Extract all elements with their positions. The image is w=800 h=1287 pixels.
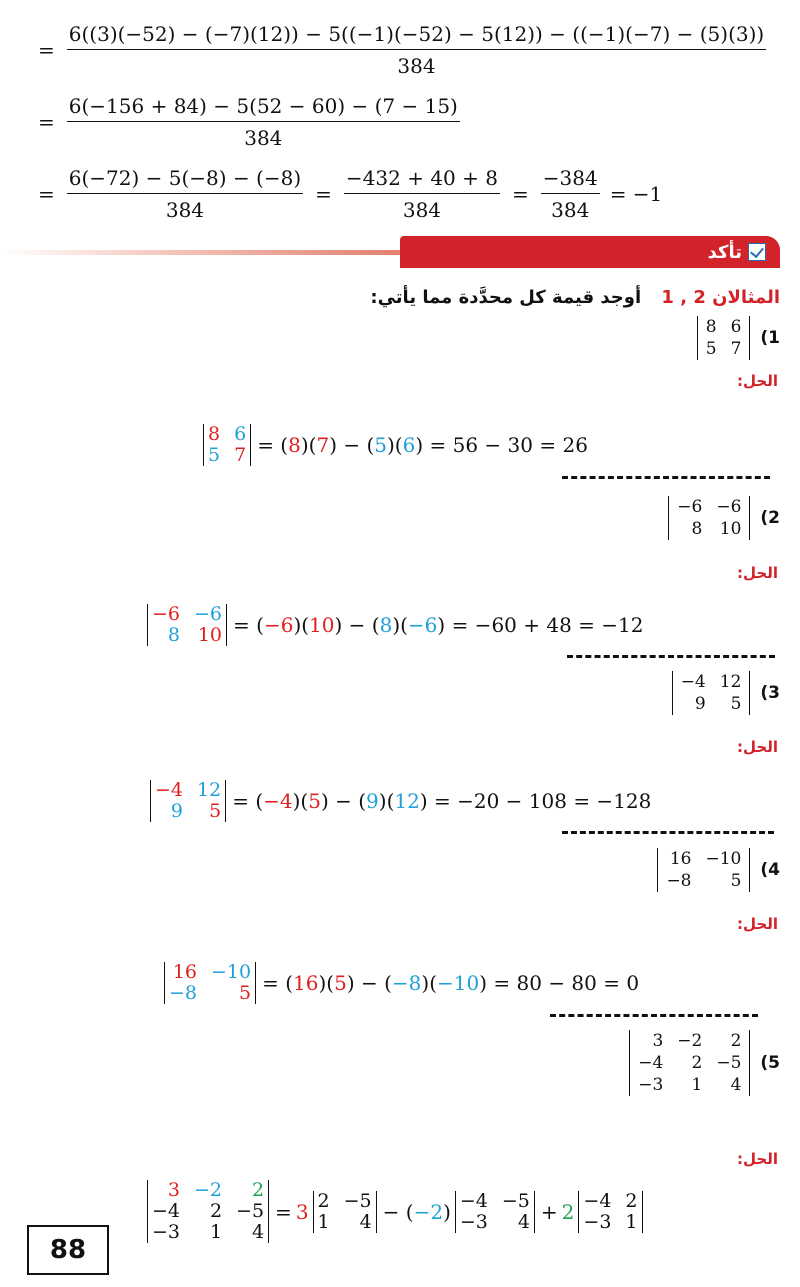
matrix-cell: 8 <box>691 519 703 539</box>
fraction <box>67 94 460 150</box>
equals-sign: = <box>511 182 529 206</box>
solution-label: الحل: <box>737 738 778 756</box>
expr-text: ) = 80 − 80 = 0 <box>479 971 640 995</box>
fraction <box>344 166 500 222</box>
cofactor-coefficient: 2 <box>561 1199 575 1224</box>
problem-matrix <box>657 848 750 892</box>
expr-text: ) = −60 + 48 = −12 <box>437 613 644 637</box>
matrix-cell: −4 <box>459 1189 488 1212</box>
expr-text: )( <box>318 971 335 995</box>
solution-label: الحل: <box>737 1150 778 1168</box>
matrix-cell: −4 <box>680 672 706 692</box>
numerator: 6(−156 + 84) − 5(52 − 60) − (7 − 15) <box>67 94 460 122</box>
matrix-cell: −8 <box>666 871 692 891</box>
banner-title: تأكد <box>707 241 742 263</box>
matrix-cell: 8 <box>167 624 181 646</box>
expr-text: = ( <box>233 613 264 637</box>
cofactor-coefficient: −2 <box>413 1199 444 1224</box>
problem-matrix <box>672 671 751 715</box>
matrix-cell: −5 <box>236 1200 265 1222</box>
equals-sign: = <box>275 1199 292 1224</box>
divider <box>567 655 775 661</box>
matrix-cell: 5 <box>730 871 742 891</box>
problem-number: (5 <box>760 1053 780 1073</box>
equals-sign: = <box>38 110 55 134</box>
numerator: −384 <box>541 166 600 194</box>
expr-value: 6 <box>402 433 416 457</box>
expr-value: 8 <box>379 613 393 637</box>
matrix-cell: −4 <box>638 1053 664 1073</box>
expr-text: ) = −20 − 108 = −128 <box>419 789 652 813</box>
matrix-cell: −5 <box>343 1189 372 1212</box>
page-number: 88 <box>27 1225 109 1275</box>
exercise-header <box>370 287 780 308</box>
instruction-text: أوجد قيمة كل محدَّدة مما يأتي: <box>370 287 642 308</box>
expr-text: ) <box>443 1199 451 1224</box>
expr-text: ) − ( <box>329 433 375 457</box>
solution-label: الحل: <box>737 915 778 933</box>
solution-1 <box>203 424 588 466</box>
solution-5 <box>147 1180 643 1243</box>
minor-matrix <box>578 1191 642 1233</box>
matrix-cell: 8 <box>705 317 717 337</box>
matrix-cell: 5 <box>239 982 252 1004</box>
expr-value: 5 <box>334 971 347 995</box>
problem-matrix <box>697 316 751 360</box>
solution-label: الحل: <box>737 564 778 582</box>
matrix-cell: −4 <box>152 1200 181 1222</box>
expr-text: )( <box>292 789 309 813</box>
banner-gradient-line <box>0 250 420 255</box>
expr-text: ) = 56 − 30 = 26 <box>415 433 588 457</box>
cofactor-coefficient: 3 <box>295 1199 309 1224</box>
intro-line-3 <box>32 166 662 222</box>
solution-matrix <box>147 1180 269 1243</box>
matrix-cell: 4 <box>730 1075 742 1095</box>
matrix-cell: 2 <box>730 1031 742 1051</box>
expr-text: )( <box>378 789 395 813</box>
solution-3 <box>150 780 651 822</box>
problem-2 <box>668 496 780 540</box>
fraction <box>67 166 303 222</box>
problem-number: (3 <box>760 683 780 703</box>
expr-value: 8 <box>288 433 301 457</box>
matrix-cell: 3 <box>652 1031 664 1051</box>
matrix-cell: −3 <box>638 1075 664 1095</box>
expr-value: 12 <box>394 789 420 813</box>
result: = −1 <box>609 182 663 206</box>
expr-text: + <box>540 1199 558 1224</box>
problem-number: (2 <box>760 508 780 528</box>
expr-text: ) − ( <box>346 971 392 995</box>
matrix-cell: −6 <box>194 603 223 625</box>
matrix-cell: 7 <box>234 444 247 466</box>
expr-value: 5 <box>308 789 321 813</box>
expr-value: −6 <box>407 613 438 637</box>
denominator: 384 <box>397 54 436 78</box>
expr-text: = ( <box>262 971 294 995</box>
matrix-cell: −10 <box>211 961 252 983</box>
matrix-cell: 12 <box>197 779 222 801</box>
expr-value: 10 <box>309 613 335 637</box>
matrix-cell: 1 <box>317 1210 330 1233</box>
problem-1 <box>697 316 780 360</box>
matrix-cell: −8 <box>169 982 198 1004</box>
numerator: 6((3)(−52) − (−7)(12)) − 5((−1)(−52) − 5(12)) − ((−1)(−7) − (5)(3)) <box>67 22 766 50</box>
example-reference: المثالان 2 , 1 <box>661 287 780 308</box>
matrix-cell: 2 <box>209 1200 223 1222</box>
matrix-cell: −3 <box>583 1210 612 1233</box>
problem-number: (1 <box>760 328 780 348</box>
matrix-cell: 4 <box>359 1210 372 1233</box>
matrix-cell: 12 <box>719 672 742 692</box>
matrix-cell: 6 <box>730 317 742 337</box>
matrix-cell: 1 <box>209 1221 223 1243</box>
matrix-cell: 5 <box>730 694 742 714</box>
problem-4 <box>657 848 780 892</box>
matrix-cell: 4 <box>251 1221 265 1243</box>
matrix-cell: −2 <box>677 1031 703 1051</box>
matrix-cell: 9 <box>694 694 706 714</box>
expr-value: −10 <box>437 971 480 995</box>
matrix-cell: −6 <box>677 497 703 517</box>
matrix-cell: 4 <box>517 1210 530 1233</box>
matrix-cell: 10 <box>719 519 742 539</box>
expr-value: 5 <box>374 433 387 457</box>
equals-sign: = <box>38 38 55 62</box>
denominator: 384 <box>165 198 205 222</box>
intro-line-2 <box>32 94 466 150</box>
solution-expression <box>232 789 651 813</box>
problem-number: (4 <box>760 860 780 880</box>
expr-value: −6 <box>263 613 294 637</box>
expr-text: )( <box>421 971 438 995</box>
minor-matrix <box>313 1191 377 1233</box>
matrix-cell: −3 <box>459 1210 488 1233</box>
expr-value: 16 <box>293 971 319 995</box>
matrix-cell: −2 <box>194 1179 223 1201</box>
matrix-cell: 1 <box>625 1210 638 1233</box>
matrix-cell: 16 <box>669 849 692 869</box>
expr-text: )( <box>293 613 310 637</box>
fraction <box>67 22 766 78</box>
matrix-cell: 8 <box>208 423 221 445</box>
solution-label: الحل: <box>737 372 778 390</box>
minor-matrix <box>455 1191 535 1233</box>
expr-text: ) − ( <box>320 789 367 813</box>
matrix-cell: 9 <box>170 800 184 822</box>
matrix-cell: −4 <box>155 779 184 801</box>
matrix-cell: 5 <box>705 339 717 359</box>
matrix-cell: 2 <box>625 1189 638 1212</box>
matrix-cell: −5 <box>716 1053 742 1073</box>
solution-matrix <box>150 780 226 822</box>
expr-text: )( <box>300 433 317 457</box>
expr-value: −4 <box>263 789 293 813</box>
solution-matrix <box>164 962 256 1004</box>
matrix-cell: 7 <box>730 339 742 359</box>
problem-matrix <box>629 1030 750 1096</box>
matrix-cell: 2 <box>251 1179 265 1201</box>
expr-text: = ( <box>232 789 264 813</box>
expr-text: )( <box>387 433 403 457</box>
matrix-cell: 6 <box>234 423 247 445</box>
denominator: 384 <box>244 126 283 150</box>
expr-text: )( <box>392 613 408 637</box>
numerator: 6(−72) − 5(−8) − (−8) <box>67 166 303 194</box>
solution-matrix <box>147 604 227 646</box>
divider <box>550 1014 758 1020</box>
matrix-cell: −4 <box>583 1189 612 1212</box>
expr-text: − ( <box>382 1199 414 1224</box>
denominator: 384 <box>402 198 442 222</box>
matrix-cell: 10 <box>197 624 223 646</box>
solution-expression <box>233 613 643 637</box>
solution-2 <box>147 604 644 646</box>
problem-5 <box>629 1030 780 1096</box>
solution-4 <box>164 962 639 1004</box>
expr-value: −8 <box>391 971 422 995</box>
expr-text: ) − ( <box>334 613 380 637</box>
expr-value: 9 <box>366 789 379 813</box>
matrix-cell: −5 <box>501 1189 530 1212</box>
problem-matrix <box>668 496 750 540</box>
matrix-cell: −3 <box>152 1221 181 1243</box>
denominator: 384 <box>551 198 590 222</box>
matrix-cell: 5 <box>209 800 222 822</box>
equals-sign: = <box>38 182 55 206</box>
matrix-cell: −6 <box>152 603 181 625</box>
matrix-cell: −6 <box>716 497 742 517</box>
matrix-cell: 1 <box>691 1075 703 1095</box>
expr-value: 7 <box>316 433 330 457</box>
solution-expression <box>257 433 588 457</box>
equals-sign: = <box>315 182 332 206</box>
matrix-cell: 5 <box>208 444 221 466</box>
divider <box>562 476 770 482</box>
matrix-cell: 16 <box>172 961 198 983</box>
matrix-cell: 3 <box>167 1179 181 1201</box>
solution-matrix <box>203 424 251 466</box>
check-icon <box>748 243 766 261</box>
problem-3 <box>672 671 780 715</box>
check-banner <box>0 236 780 268</box>
fraction <box>541 166 600 222</box>
matrix-cell: −10 <box>705 849 742 869</box>
divider <box>562 831 774 837</box>
solution-expression <box>262 971 639 995</box>
matrix-cell: 2 <box>317 1189 330 1212</box>
matrix-cell: 2 <box>691 1053 703 1073</box>
numerator: −432 + 40 + 8 <box>344 166 500 194</box>
expr-text: = ( <box>257 433 289 457</box>
banner-tab <box>400 236 780 268</box>
intro-line-1 <box>32 22 772 78</box>
